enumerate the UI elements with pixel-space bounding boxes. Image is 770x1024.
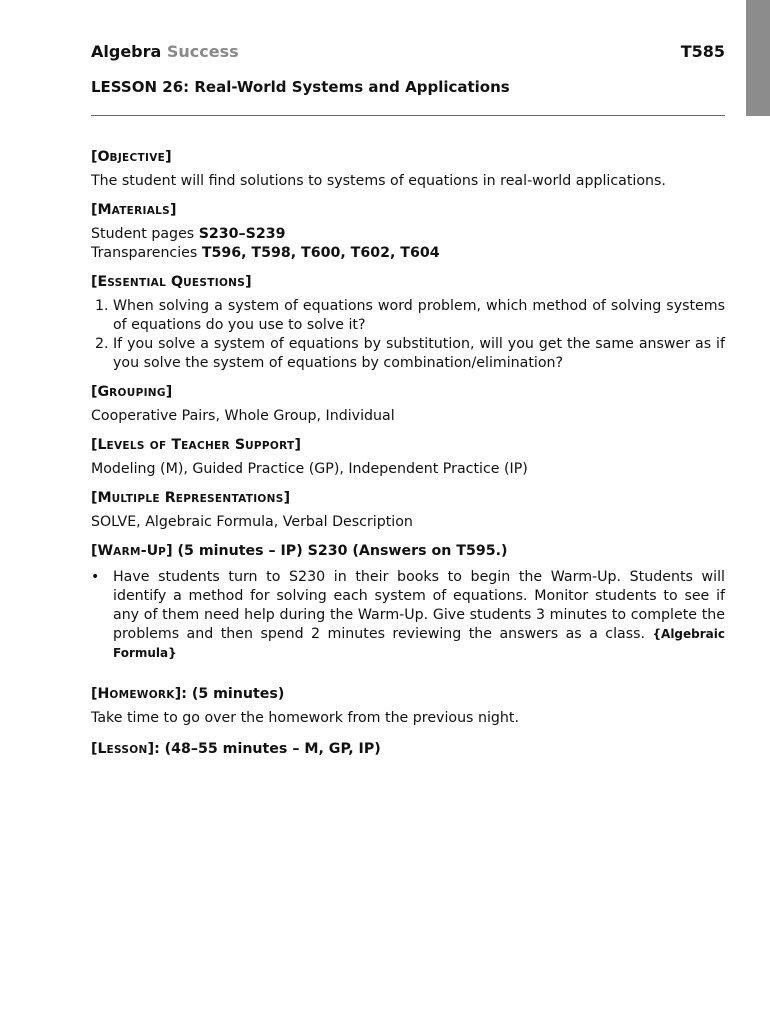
grouping-section: [91, 383, 725, 426]
warm-up-section: [91, 542, 725, 663]
grouping-text: Cooperative Pairs, Whole Group, Individual: [91, 408, 395, 424]
brand-title: [91, 42, 239, 61]
teacher-support-heading: [LEVELS OF TEACHER SUPPORT]: [91, 437, 301, 453]
brand-bold: Algebra: [91, 42, 162, 61]
representation-tag: {Algebraic Formula}: [113, 627, 725, 660]
homework-text: Take time to go over the homework from the previous night.: [91, 710, 519, 726]
list-item: 1. When solving a system of equations word problem, which method of solving systems of equations do you use to solve it?: [113, 297, 725, 335]
lesson-section: [91, 740, 725, 759]
teacher-support-section: [91, 436, 725, 479]
page-number: T585: [680, 42, 725, 61]
page-edge-tab: [746, 0, 770, 116]
lesson-heading: [LESSON]: (48–55 minutes – M, GP, IP): [91, 741, 381, 757]
warm-up-heading: [WARM-UP] (5 minutes – IP) S230 (Answers on T595.): [91, 543, 508, 559]
lesson-title: LESSON 26: Real-World Systems and Applications: [91, 78, 510, 96]
essential-questions-section: [91, 273, 725, 373]
materials-section: [91, 201, 725, 263]
materials-student-pages: Student pages S230–S239: [91, 226, 286, 242]
representations-text: SOLVE, Algebraic Formula, Verbal Description: [91, 514, 413, 530]
objective-heading: [OBJECTIVE]: [91, 149, 172, 165]
bullet-icon: •: [91, 569, 100, 585]
teacher-support-text: Modeling (M), Guided Practice (GP), Independent Practice (IP): [91, 461, 528, 477]
essential-questions-heading: [ESSENTIAL QUESTIONS]: [91, 274, 252, 290]
homework-section: [91, 685, 725, 728]
objective-text: The student will find solutions to systems of equations in real-world applications.: [91, 173, 666, 189]
homework-heading: [HOMEWORK]: (5 minutes): [91, 686, 285, 702]
lesson-content: [91, 148, 725, 764]
materials-transparencies: Transparencies T596, T598, T600, T602, T604: [91, 245, 440, 261]
representations-heading: [MULTIPLE REPRESENTATIONS]: [91, 490, 291, 506]
materials-heading: [MATERIALS]: [91, 202, 177, 218]
representations-section: [91, 489, 725, 532]
header-divider: [91, 115, 725, 116]
list-item: 2. If you solve a system of equations by substitution, will you get the same answer as if you solve the system of equations by combination/elimination?: [113, 335, 725, 373]
list-item: • Have students turn to S230 in their books to begin the Warm-Up. Students will identify a method for solving each system of equations. Monitor students to see if any of them need help during the Warm-Up. Give students 3 minutes to complete the problems and then spend 2 minutes reviewing the answers as a class. {Algebraic Formula}: [91, 569, 725, 660]
objective-section: [91, 148, 725, 191]
page-header: [91, 42, 725, 66]
brand-light: Success: [166, 42, 239, 61]
grouping-heading: [GROUPING]: [91, 384, 173, 400]
essential-questions-list: [91, 297, 725, 373]
warm-up-list: [91, 568, 725, 663]
